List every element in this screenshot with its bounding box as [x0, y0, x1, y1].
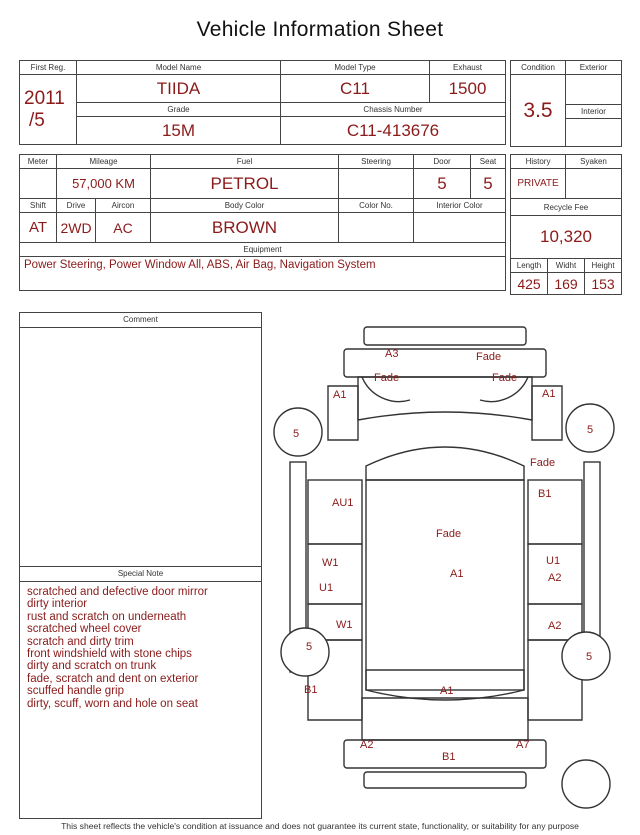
- first-reg-label: First Reg.: [20, 61, 77, 75]
- mark-rear-bumper-left: A2: [360, 739, 374, 751]
- special-note-item: scratched and defective door mirror: [27, 586, 208, 598]
- first-reg-month: /5: [29, 109, 45, 131]
- interior-color-value: [414, 213, 506, 243]
- shift-label: Shift: [20, 199, 57, 213]
- history-value: PRIVATE: [511, 169, 566, 199]
- mark-front-bumper-fade: Fade: [476, 351, 502, 363]
- wheel-rear-left: [281, 628, 329, 676]
- special-note-item: scuffed handle grip: [27, 685, 124, 698]
- width-label: Widht: [548, 259, 585, 273]
- mark-rear-door-left-w: W1: [322, 557, 339, 569]
- model-type-label: Model Type: [281, 61, 430, 75]
- syaken-value: [566, 169, 622, 199]
- drive-value: 2WD: [57, 213, 96, 243]
- exterior-label: Exterior: [566, 61, 622, 75]
- special-note-item: dirty and scratch on trunk: [27, 660, 157, 673]
- interior-label: Interior: [566, 105, 622, 119]
- color-no-label: Color No.: [339, 199, 414, 213]
- mileage-label: Mileage: [57, 155, 151, 169]
- mark-rear-door-right-a: A2: [548, 572, 562, 584]
- model-name-value: TIIDA: [77, 75, 281, 103]
- meter-value: [20, 169, 57, 199]
- steering-value: [339, 169, 414, 199]
- seat-value: 5: [471, 169, 506, 199]
- front-bumper-top: [364, 327, 526, 345]
- recycle-fee-value: 10,320: [511, 216, 622, 259]
- mark-rear-door-left-u: U1: [319, 582, 334, 594]
- length-label: Length: [511, 259, 548, 273]
- length-value: 425: [511, 273, 548, 295]
- page-title: Vehicle Information Sheet: [196, 18, 444, 41]
- condition-table: [510, 60, 622, 147]
- special-note-item: fade, scratch and dent on exterior: [27, 672, 199, 685]
- equipment-value: Power Steering, Power Window All, ABS, Air Bag, Navigation System: [20, 257, 506, 291]
- rear-bumper-bottom: [364, 772, 526, 788]
- syaken-label: Syaken: [566, 155, 622, 169]
- shift-value: AT: [20, 213, 57, 243]
- mark-fender-right: A1: [542, 388, 556, 400]
- special-note-list: [20, 582, 261, 714]
- trunk-panel: [362, 698, 528, 740]
- body-color-value: BROWN: [151, 213, 339, 243]
- rear-door-left-panel: [308, 544, 362, 604]
- model-type-value: C11: [281, 75, 430, 103]
- equipment-label: Equipment: [20, 243, 506, 257]
- condition-label: Condition: [511, 61, 566, 75]
- model-name-label: Model Name: [77, 61, 281, 75]
- grade-value: 15M: [77, 117, 281, 145]
- condition-value: 3.5: [511, 75, 566, 147]
- footer-disclaimer: This sheet reflects the vehicle's condition at issuance and does not guarantee its current state, functionality, or suitability for any purpose: [61, 821, 579, 831]
- fuel-value: PETROL: [151, 169, 339, 199]
- car-damage-diagram: [270, 320, 630, 820]
- mark-fender-left: A1: [333, 389, 347, 401]
- special-note-item: scratch and dirty trim: [27, 635, 134, 648]
- mark-rear-door-right-u: U1: [546, 555, 561, 567]
- aircon-value: AC: [96, 213, 151, 243]
- mark-rear-quarter-left: B1: [304, 684, 318, 696]
- door-label: Door: [414, 155, 471, 169]
- mark-roof-fade: Fade: [436, 528, 462, 540]
- first-reg-value: [20, 75, 77, 145]
- mark-right-fender-fade: Fade: [530, 457, 556, 469]
- body-color-label: Body Color: [151, 199, 339, 213]
- special-note-box: [19, 566, 262, 819]
- special-note-label: Special Note: [20, 567, 261, 582]
- height-value: 153: [585, 273, 622, 295]
- mark-front-door-left: AU1: [332, 497, 354, 509]
- fuel-label: Fuel: [151, 155, 339, 169]
- mark-rear-bumper: B1: [442, 751, 456, 763]
- windshield: [366, 447, 524, 480]
- meter-label: Meter: [20, 155, 57, 169]
- mark-front-door-right: B1: [538, 488, 552, 500]
- mark-hood-left-fade: Fade: [374, 372, 400, 384]
- special-note-item: dirty interior: [27, 598, 88, 611]
- comment-box: [19, 312, 262, 567]
- mark-wheel-fr: 5: [587, 424, 594, 436]
- comment-label: Comment: [20, 313, 261, 328]
- exterior-value: [566, 75, 622, 105]
- seat-label: Seat: [471, 155, 506, 169]
- history-label: History: [511, 155, 566, 169]
- grade-label: Grade: [77, 103, 281, 117]
- special-note-item: scratched wheel cover: [27, 623, 142, 636]
- mark-trunk: A1: [440, 685, 454, 697]
- vehicle-detail-table: [19, 154, 506, 291]
- interior-color-label: Interior Color: [414, 199, 506, 213]
- special-note-item: front windshield with stone chips: [27, 648, 192, 661]
- mark-wheel-rr: 5: [586, 651, 593, 663]
- recycle-fee-label: Recycle Fee: [511, 199, 622, 216]
- mark-quarter-left: W1: [336, 619, 353, 631]
- mark-wheel-rl: 5: [306, 641, 313, 653]
- exhaust-label: Exhaust: [430, 61, 506, 75]
- special-note-item: rust and scratch on underneath: [27, 610, 187, 623]
- height-label: Height: [585, 259, 622, 273]
- history-table: [510, 154, 622, 295]
- chassis-label: Chassis Number: [281, 103, 506, 117]
- chassis-value: C11-413676: [281, 117, 506, 145]
- mark-hood-right-fade: Fade: [492, 372, 518, 384]
- width-value: 169: [548, 273, 585, 295]
- mark-roof: A1: [450, 568, 464, 580]
- steering-label: Steering: [339, 155, 414, 169]
- exhaust-value: 1500: [430, 75, 506, 103]
- mark-quarter-right: A2: [548, 620, 562, 632]
- mark-front-bumper: A3: [385, 348, 399, 360]
- front-door-right-panel: [528, 480, 582, 544]
- interior-value: [566, 119, 622, 147]
- mark-rear-bumper-right: A7: [516, 739, 530, 751]
- drive-label: Drive: [57, 199, 96, 213]
- door-value: 5: [414, 169, 471, 199]
- roof-panel: [366, 480, 524, 690]
- mileage-value: 57,000 KM: [57, 169, 151, 199]
- color-no-value: [339, 213, 414, 243]
- first-reg-year: 2011: [24, 87, 65, 109]
- aircon-label: Aircon: [96, 199, 151, 213]
- mark-wheel-fl: 5: [293, 428, 300, 440]
- front-door-left-panel: [308, 480, 362, 544]
- special-note-item: dirty, scuff, worn and hole on seat: [27, 697, 198, 710]
- spare-wheel: [562, 760, 610, 808]
- vehicle-main-table: [19, 60, 506, 145]
